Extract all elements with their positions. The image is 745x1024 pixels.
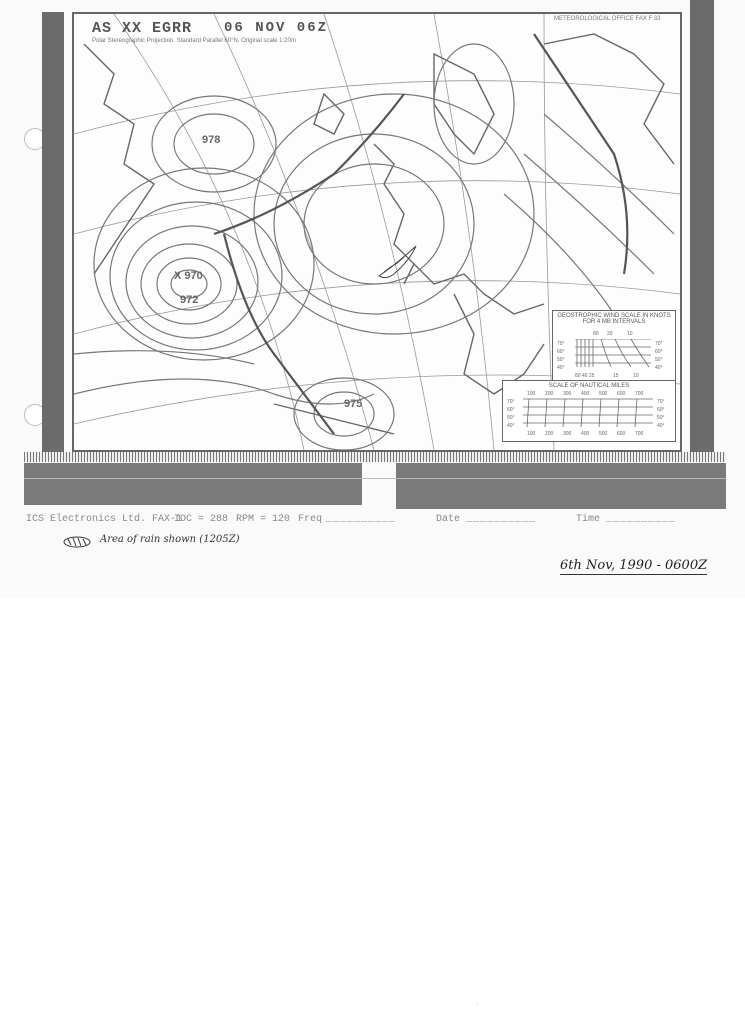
issuer-label: METEOROLOGICAL OFFICE FAX F 33 bbox=[554, 16, 661, 22]
fax-gray-band-left bbox=[24, 463, 362, 505]
time-label: Time bbox=[576, 514, 601, 525]
mile-label: 500 bbox=[599, 391, 608, 397]
freq-blank: __________ bbox=[326, 514, 397, 525]
wind-bottom-label: 15 bbox=[613, 373, 619, 379]
wind-bottom-label: 10 bbox=[633, 373, 639, 379]
mile-label: 200 bbox=[545, 391, 554, 397]
pressure-label: 978 bbox=[202, 134, 221, 146]
lat-label: 50° bbox=[507, 415, 515, 421]
fax-maker: ICS Electronics Ltd. FAX-1 bbox=[26, 514, 183, 525]
wind-scale-curves bbox=[575, 339, 651, 373]
wind-speed-label: 20 bbox=[607, 331, 613, 337]
lat-label: 40° bbox=[655, 365, 663, 371]
nautical-scale-title: SCALE OF NAUTICAL MILES bbox=[548, 383, 630, 389]
freq-label: Freq bbox=[298, 514, 323, 525]
lat-label: 50° bbox=[655, 357, 663, 363]
mile-label: 300 bbox=[563, 391, 572, 397]
time-blank: __________ bbox=[606, 514, 677, 525]
lat-label: 70° bbox=[657, 399, 665, 405]
lat-label: 50° bbox=[657, 415, 665, 421]
fax-tick-strip bbox=[24, 452, 726, 462]
lat-label: 60° bbox=[655, 349, 663, 355]
chart-identifier: AS XX EGRR bbox=[92, 20, 193, 37]
left-margin-bar bbox=[42, 12, 64, 452]
lat-label: 40° bbox=[507, 423, 515, 429]
nautical-scale-lines bbox=[523, 397, 653, 431]
mile-label: 700 bbox=[635, 431, 644, 437]
mile-label: 700 bbox=[635, 391, 644, 397]
mile-label: 100 bbox=[527, 431, 536, 437]
lat-label: 40° bbox=[557, 365, 565, 371]
nautical-scale-box bbox=[502, 380, 676, 442]
fax-info-line bbox=[26, 514, 726, 528]
pressure-label: 975 bbox=[344, 398, 363, 410]
lat-label: 60° bbox=[657, 407, 665, 413]
projection-note: Polar Stereographic Projection. Standard Parallel 60°N. Original scale 1:20m bbox=[92, 38, 296, 44]
wind-speed-label: 10 bbox=[627, 331, 633, 337]
lat-label: 40° bbox=[657, 423, 665, 429]
mile-label: 300 bbox=[563, 431, 572, 437]
lat-label: 60° bbox=[507, 407, 515, 413]
lat-label: 70° bbox=[655, 341, 663, 347]
mile-label: 600 bbox=[617, 431, 626, 437]
pressure-label: 972 bbox=[180, 294, 199, 306]
fax-band-line bbox=[24, 478, 726, 479]
wind-speed-label: 80 bbox=[593, 331, 599, 337]
mile-label: 100 bbox=[527, 391, 536, 397]
rain-area-icon bbox=[62, 536, 92, 548]
mile-label: 200 bbox=[545, 431, 554, 437]
wind-bottom-label: 80 40 25 bbox=[575, 373, 595, 379]
wind-scale-title: GEOSTROPHIC WIND SCALE IN KNOTS FOR 4 MB INTERVALS bbox=[557, 313, 671, 325]
chart-valid-time: 06 NOV 06Z bbox=[224, 20, 329, 36]
date-label: Date bbox=[436, 514, 461, 525]
lat-label: 70° bbox=[507, 399, 515, 405]
scan-speck: · bbox=[476, 1000, 479, 1009]
weather-chart bbox=[72, 12, 682, 452]
pressure-label: X 970 bbox=[174, 270, 203, 282]
lat-label: 60° bbox=[557, 349, 565, 355]
right-margin-bar bbox=[690, 0, 714, 452]
mile-label: 600 bbox=[617, 391, 626, 397]
rain-legend-text: Area of rain shown (1205Z) bbox=[100, 534, 240, 545]
wind-scale-box bbox=[552, 310, 676, 382]
mile-label: 400 bbox=[581, 431, 590, 437]
date-blank: __________ bbox=[466, 514, 537, 525]
fax-rpm: RPM = 120 bbox=[236, 514, 291, 525]
lat-label: 70° bbox=[557, 341, 565, 347]
handwritten-date: 6th Nov, 1990 - 0600Z bbox=[560, 558, 708, 573]
fax-gray-band-right bbox=[396, 463, 726, 509]
mile-label: 400 bbox=[581, 391, 590, 397]
fax-ioc: IOC = 288 bbox=[174, 514, 229, 525]
lat-label: 50° bbox=[557, 357, 565, 363]
mile-label: 500 bbox=[599, 431, 608, 437]
